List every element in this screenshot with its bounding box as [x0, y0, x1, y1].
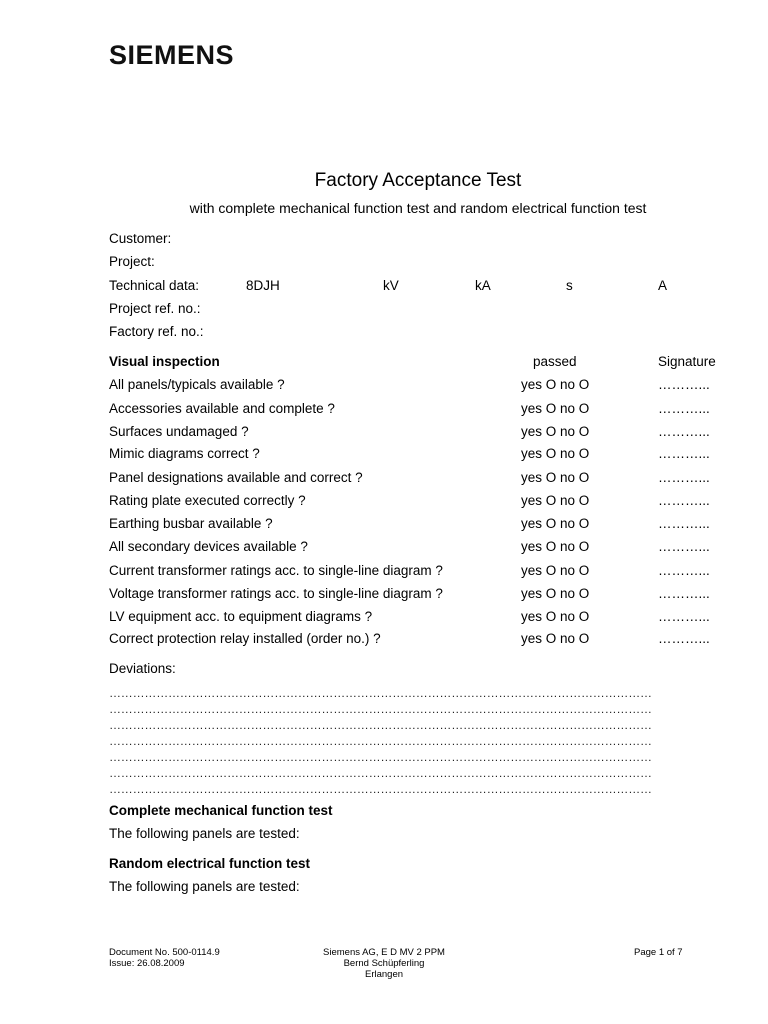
- yes-no-options[interactable]: yes O no O: [521, 401, 590, 416]
- signature-field[interactable]: ………...: [658, 424, 710, 439]
- electrical-test-heading: Random electrical function test: [109, 856, 311, 871]
- customer-label: Customer:: [109, 231, 172, 246]
- visual-inspection-heading: Visual inspection: [109, 354, 220, 369]
- yes-no-options[interactable]: yes O no O: [521, 424, 590, 439]
- yes-no-options[interactable]: yes O no O: [521, 539, 590, 554]
- footer-company: Siemens AG, E D MV 2 PPM: [323, 947, 445, 958]
- deviation-line[interactable]: …………………………………………………………………………………………………………………………: [109, 782, 652, 796]
- factory-ref-label: Factory ref. no.:: [109, 324, 204, 339]
- inspection-item: Current transformer ratings acc. to single-line diagram ?: [109, 563, 443, 578]
- yes-no-options[interactable]: yes O no O: [521, 563, 590, 578]
- signature-field[interactable]: ………...: [658, 493, 710, 508]
- signature-field[interactable]: ………...: [658, 539, 710, 554]
- inspection-item: Correct protection relay installed (order no.) ?: [109, 631, 381, 646]
- inspection-item: All secondary devices available ?: [109, 539, 308, 554]
- electrical-test-text: The following panels are tested:: [109, 879, 300, 894]
- yes-no-options[interactable]: yes O no O: [521, 377, 590, 392]
- siemens-logo: SIEMENS: [109, 40, 235, 70]
- deviation-line[interactable]: …………………………………………………………………………………………………………………………: [109, 766, 652, 780]
- document-subtitle: with complete mechanical function test and random electrical function test: [189, 200, 647, 216]
- footer-doc-no: Document No. 500-0114.9: [109, 947, 220, 958]
- mechanical-test-text: The following panels are tested:: [109, 826, 300, 841]
- technical-data-label: Technical data:: [109, 278, 200, 293]
- tech-value-kv: kV: [383, 278, 399, 293]
- deviation-line[interactable]: …………………………………………………………………………………………………………………………: [109, 718, 652, 732]
- signature-header: Signature: [658, 354, 716, 369]
- tech-value-a: A: [658, 278, 668, 293]
- footer-city: Erlangen: [364, 969, 404, 980]
- signature-field[interactable]: ………...: [658, 516, 710, 531]
- yes-no-options[interactable]: yes O no O: [521, 470, 590, 485]
- tech-value-s: s: [566, 278, 573, 293]
- yes-no-options[interactable]: yes O no O: [521, 631, 590, 646]
- inspection-item: Mimic diagrams correct ?: [109, 446, 260, 461]
- project-label: Project:: [109, 254, 155, 269]
- yes-no-options[interactable]: yes O no O: [521, 446, 590, 461]
- signature-field[interactable]: ………...: [658, 563, 710, 578]
- deviations-label: Deviations:: [109, 661, 176, 676]
- yes-no-options[interactable]: yes O no O: [521, 493, 590, 508]
- mechanical-test-heading: Complete mechanical function test: [109, 803, 333, 818]
- inspection-item: LV equipment acc. to equipment diagrams ?: [109, 609, 373, 624]
- deviation-line[interactable]: …………………………………………………………………………………………………………………………: [109, 734, 652, 748]
- footer-person: Bernd Schüpferling: [343, 958, 425, 969]
- signature-field[interactable]: ………...: [658, 631, 710, 646]
- signature-field[interactable]: ………...: [658, 470, 710, 485]
- inspection-item: Surfaces undamaged ?: [109, 424, 249, 439]
- tech-value-type: 8DJH: [246, 278, 280, 293]
- deviation-line[interactable]: …………………………………………………………………………………………………………………………: [109, 702, 652, 716]
- deviation-line[interactable]: …………………………………………………………………………………………………………………………: [109, 686, 652, 700]
- yes-no-options[interactable]: yes O no O: [521, 609, 590, 624]
- signature-field[interactable]: ………...: [658, 401, 710, 416]
- signature-field[interactable]: ………...: [658, 586, 710, 601]
- signature-field[interactable]: ………...: [658, 377, 710, 392]
- passed-header: passed: [533, 354, 577, 369]
- signature-field[interactable]: ………...: [658, 609, 710, 624]
- document-title: Factory Acceptance Test: [314, 170, 522, 191]
- tech-value-ka: kA: [475, 278, 491, 293]
- yes-no-options[interactable]: yes O no O: [521, 586, 590, 601]
- deviation-line[interactable]: …………………………………………………………………………………………………………………………: [109, 750, 652, 764]
- inspection-item: Accessories available and complete ?: [109, 401, 335, 416]
- project-ref-label: Project ref. no.:: [109, 301, 201, 316]
- footer-page-number: Page 1 of 7: [634, 947, 683, 958]
- inspection-item: Rating plate executed correctly ?: [109, 493, 306, 508]
- inspection-item: Voltage transformer ratings acc. to single-line diagram ?: [109, 586, 443, 601]
- inspection-item: Earthing busbar available ?: [109, 516, 273, 531]
- yes-no-options[interactable]: yes O no O: [521, 516, 590, 531]
- signature-field[interactable]: ………...: [658, 446, 710, 461]
- inspection-item: Panel designations available and correct ?: [109, 470, 363, 485]
- footer-issue: Issue: 26.08.2009: [109, 958, 185, 969]
- inspection-item: All panels/typicals available ?: [109, 377, 285, 392]
